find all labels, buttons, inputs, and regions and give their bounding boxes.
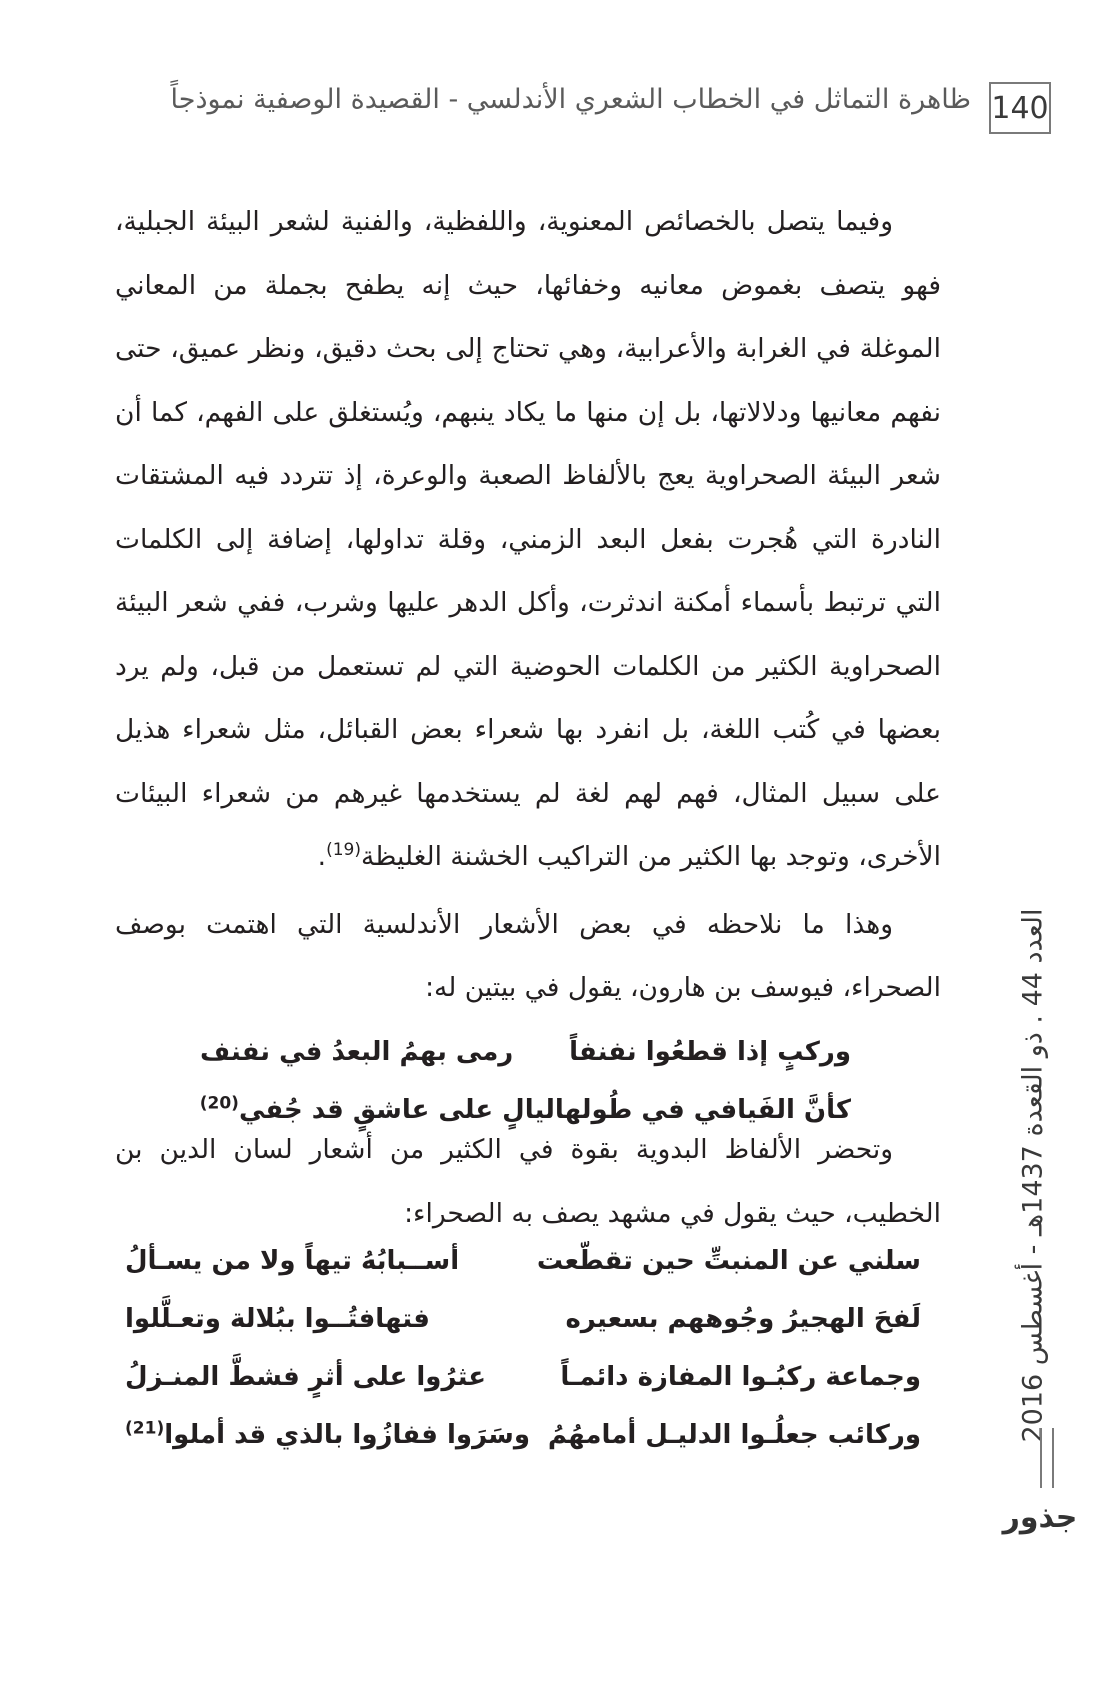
running-title: ظاهرة التماثل في الخطاب الشعري الأندلسي - القصيدة الوصفية نموذجاً [170, 84, 971, 115]
paragraph-2: وهذا ما نلاحظه في بعض الأشعار الأندلسية التي اهتمت بوصف الصحراء، فيوسف بن هارون، يقول في بيتين له: [115, 908, 941, 1003]
poem-lisan-al-din [115, 1232, 941, 1464]
page-header [115, 78, 1051, 140]
issue-info: العدد 44 . ذو القعدة 1437هـ - أغسطس 2016 [1017, 908, 1049, 1442]
hemistich-text: رمى بهمُ البعدُ في نفنف [200, 1037, 514, 1067]
verse-first-hemistich: وركائب جعلُـوا الدليـل أمامهُمُ [547, 1420, 921, 1450]
verse-first-hemistich: لَفحَ الهجيرُ وجُوههم بسعيره [565, 1304, 921, 1334]
verse-second-hemistich: أســبابُهُ تيهاً ولا من يسـألُ [125, 1246, 460, 1276]
verse [115, 1406, 941, 1464]
issue-sidebar [1012, 908, 1054, 1442]
paragraph-1-tail: . [317, 841, 327, 872]
paragraph-1 [115, 190, 941, 889]
paragraph-3: وتحضر الألفاظ البدوية بقوة في الكثير من أشعار لسان الدين بن الخطيب، حيث يقول في مشهد يصف به الصحراء: [115, 1134, 941, 1229]
verse-first-hemistich: سلني عن المنبتِّ حين تقطّعت [536, 1246, 921, 1276]
hemistich-text: ليالٍ على عاشقٍ قد جُفي [238, 1095, 555, 1125]
verse [115, 1232, 941, 1290]
hemistich-text: وسَرَوا ففازُوا بالذي قد أملوا [164, 1420, 530, 1450]
footnote-ref-20: (20) [199, 1093, 239, 1114]
verse-first-hemistich: كأنَّ الفَيافي في طُولها [554, 1095, 851, 1125]
body-text-2 [115, 1118, 941, 1245]
verse [115, 1023, 941, 1081]
verse-second-hemistich: فتهافتُــوا ببُلالة وتعـلَّلوا [125, 1304, 430, 1334]
verse [115, 1290, 941, 1348]
verse-second-hemistich [200, 1037, 513, 1067]
footnote-ref-19: (19) [326, 840, 361, 861]
verse-second-hemistich: عثرُوا على أثرٍ فشطَّ المنـزلُ [125, 1362, 487, 1392]
journal-logo: جذور [1002, 1500, 1078, 1535]
verse [115, 1348, 941, 1406]
paragraph-1-text: وفيما يتصل بالخصائص المعنوية، واللفظية، والفنية لشعر البيئة الجبلية، فهو يتصف بغموض معانيه وخفائها، حيث إنه يطفح بجملة من المعاني الموغلة في الغرابة والأعرابية، وهي تحتاج إلى بحث دقيق، ونظر عميق، حتى نفهم معانيها ودلالاتها، بل إن منها ما يكاد ينبهم، ويُستغلق على الفهم، كما أن شعر البيئة الصحراوية يعج بالألفاظ الصعبة والوعرة، إذ تتردد فيه المشتقات النادرة التي هُجرت بفعل البعد الزمني، وقلة تداولها، إضافة إلى الكلمات التي ترتبط بأسماء أمكنة اندثرت، وأكل الدهر عليها وشرب، ففي شعر البيئة الصحراوية الكثير من الكلمات الحوضية التي لم تستعمل من قبل، ولم يرد بعضها في كُتب اللغة، بل انفرد بها شعراء بعض القبائل، مثل شعراء هذيل على سبيل المثال، فهم لهم لغة لم يستخدمها غيرهم من شعراء البيئات الأخرى، وتوجد بها الكثير من التراكيب الخشنة الغليظة [115, 206, 941, 872]
sidebar-divider [1040, 1428, 1054, 1488]
footnote-ref-21: (21) [125, 1418, 165, 1439]
body-text [115, 190, 941, 1020]
verse-first-hemistich: وجماعة ركبُـوا المفازة دائمـاً [560, 1362, 921, 1392]
verse-first-hemistich: وركبٍ إذا قطعُوا نفنفاً [569, 1037, 851, 1067]
page-number: 140 [989, 82, 1051, 134]
verse-second-hemistich [125, 1420, 530, 1450]
